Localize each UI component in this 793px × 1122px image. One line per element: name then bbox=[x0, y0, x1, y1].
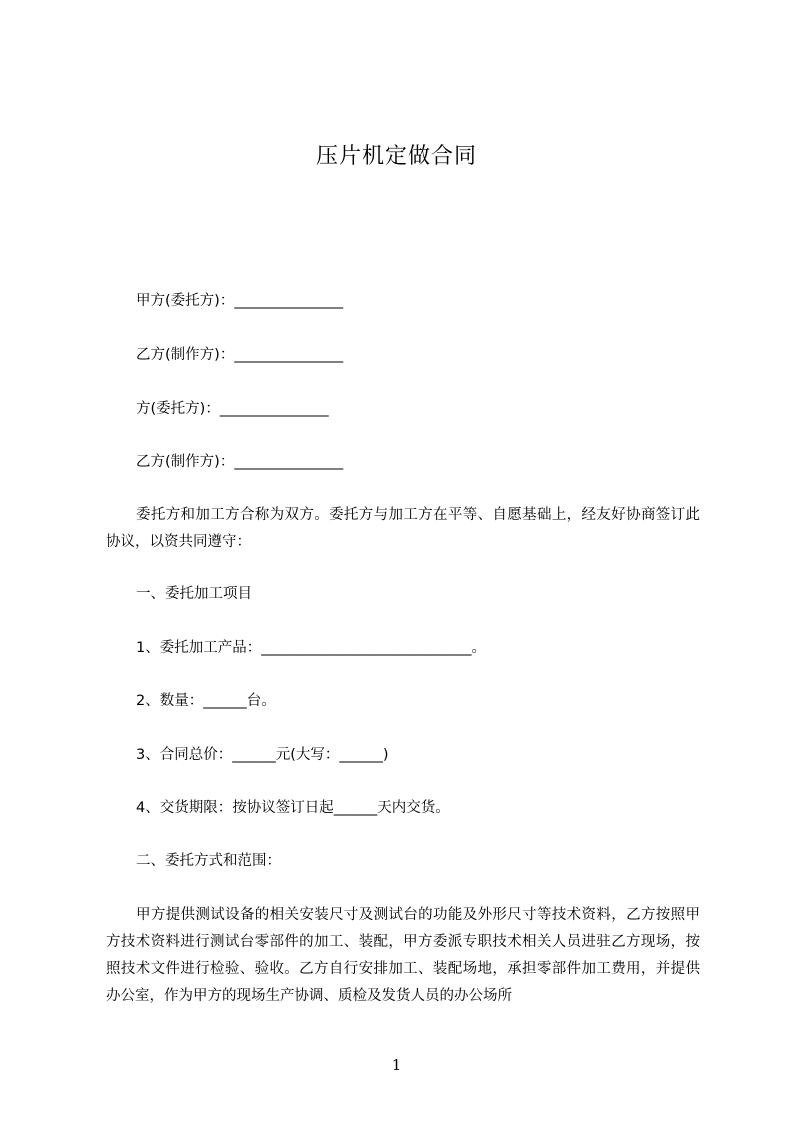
item-quantity: 2、数量：______台。 bbox=[136, 693, 276, 709]
item-product: 1、委托加工产品：_____________________________。 bbox=[136, 640, 486, 656]
item-delivery-period: 4、交货期限：按协议签订日起______天内交货。 bbox=[136, 800, 450, 816]
party-a-line: 甲方(委托方)：_______________ bbox=[136, 293, 344, 309]
party-a-line-repeat: 方(委托方)：_______________ bbox=[136, 401, 329, 417]
intro-paragraph: 委托方和加工方合称为双方。委托方与加工方在平等、自愿基础上，经友好协商签订此协议，以资共同遵守： bbox=[106, 507, 700, 550]
section-2-body: 甲方提供测试设备的相关安装尺寸及测试台的功能及外形尺寸等技术资料，乙方按照甲方技术资料进行测试台零部件的加工、装配，甲方委派专职技术相关人员进驻乙方现场，按照技术文件进行检验、验收。乙方自行安排加工、装配场地，承担零部件加工费用，并提供办公室，作为甲方的现场生产协调、质检及发货人员的办公场所 bbox=[106, 907, 700, 1004]
page-number: 1 bbox=[391, 1056, 402, 1074]
document-title: 压片机定做合同 bbox=[315, 144, 477, 169]
section-heading-2: 二、委托方式和范围： bbox=[136, 853, 281, 869]
section-heading-1: 一、委托加工项目 bbox=[136, 586, 252, 602]
party-b-line: 乙方(制作方)：_______________ bbox=[136, 347, 344, 363]
item-total-price: 3、合同总价：______元(大写：______) bbox=[136, 747, 389, 763]
party-b-line-repeat: 乙方(制作方)：_______________ bbox=[136, 454, 344, 470]
